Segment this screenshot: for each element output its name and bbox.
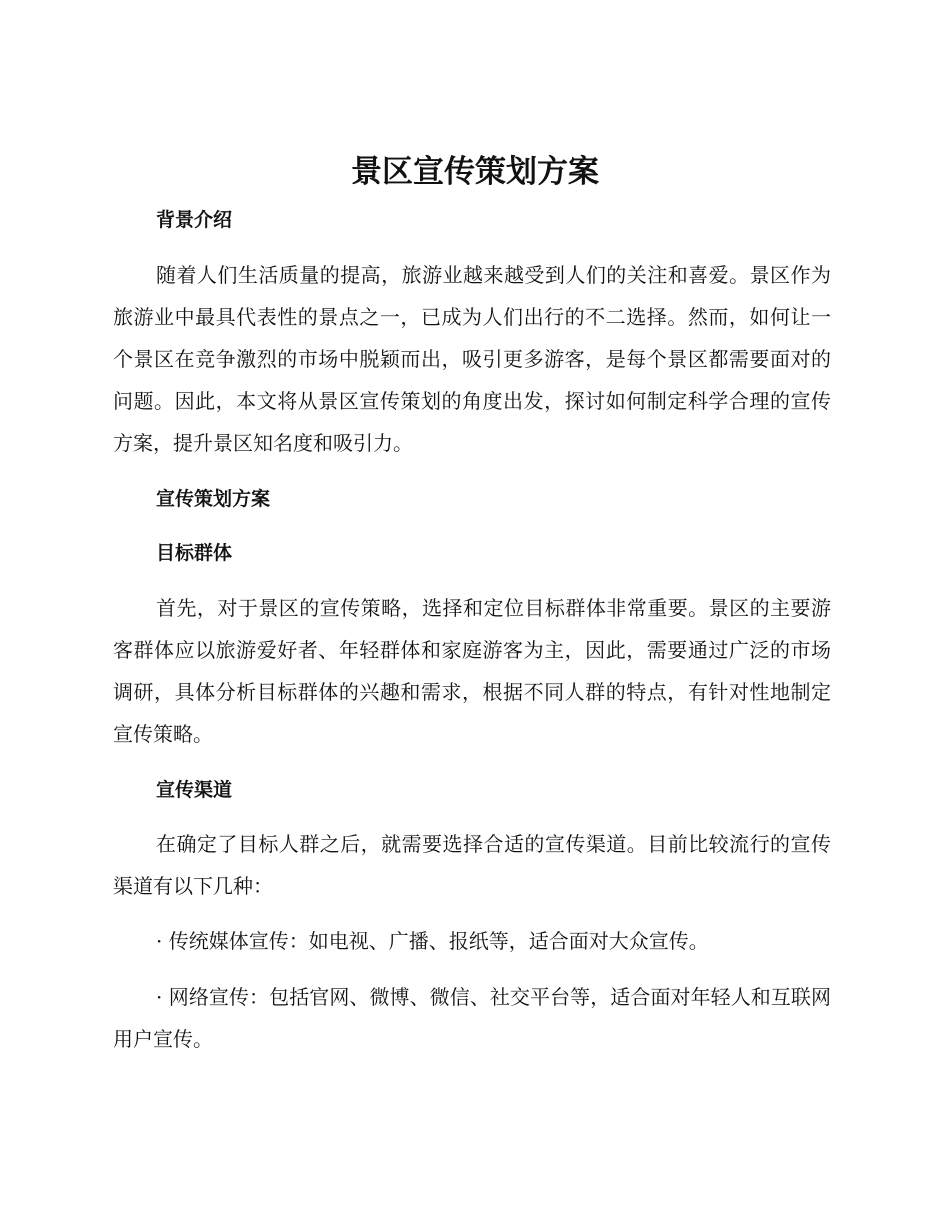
section-heading-channel: 宣传渠道 — [156, 779, 233, 801]
list-item-traditional-media: · 传统媒体宣传：如电视、广播、报纸等，适合面对大众宣传。 — [156, 929, 709, 953]
list-item-online-promotion: · 网络宣传：包括官网、微博、微信、社交平台等，适合面对年轻人和互联网用户宣传。 — [113, 985, 831, 1051]
paragraph-target: 首先，对于景区的宣传策略，选择和定位目标群体非常重要。景区的主要游客群体应以旅游爱好者、年轻群体和家庭游客为主，因此，需要通过广泛的市场调研，具体分析目标群体的兴趣和需求，根据不同人群的特点，有针对性地制定宣传策略。 — [113, 596, 831, 746]
section-heading-background: 背景介绍 — [156, 209, 233, 231]
paragraph-channel: 在确定了目标人群之后，就需要选择合适的宣传渠道。目前比较流行的宣传渠道有以下几种： — [113, 832, 831, 898]
paragraph-background: 随着人们生活质量的提高，旅游业越来越受到人们的关注和喜爱。景区作为旅游业中最具代表性的景点之一，已成为人们出行的不二选择。然而，如何让一个景区在竞争激烈的市场中脱颖而出，吸引更多游客，是每个景区都需要面对的问题。因此，本文将从景区宣传策划的角度出发，探讨如何制定科学合理的宣传方案，提升景区知名度和吸引力。 — [113, 263, 831, 455]
section-heading-plan: 宣传策划方案 — [156, 488, 271, 510]
document-title: 景区宣传策划方案 — [351, 154, 599, 190]
section-heading-target: 目标群体 — [156, 542, 233, 564]
